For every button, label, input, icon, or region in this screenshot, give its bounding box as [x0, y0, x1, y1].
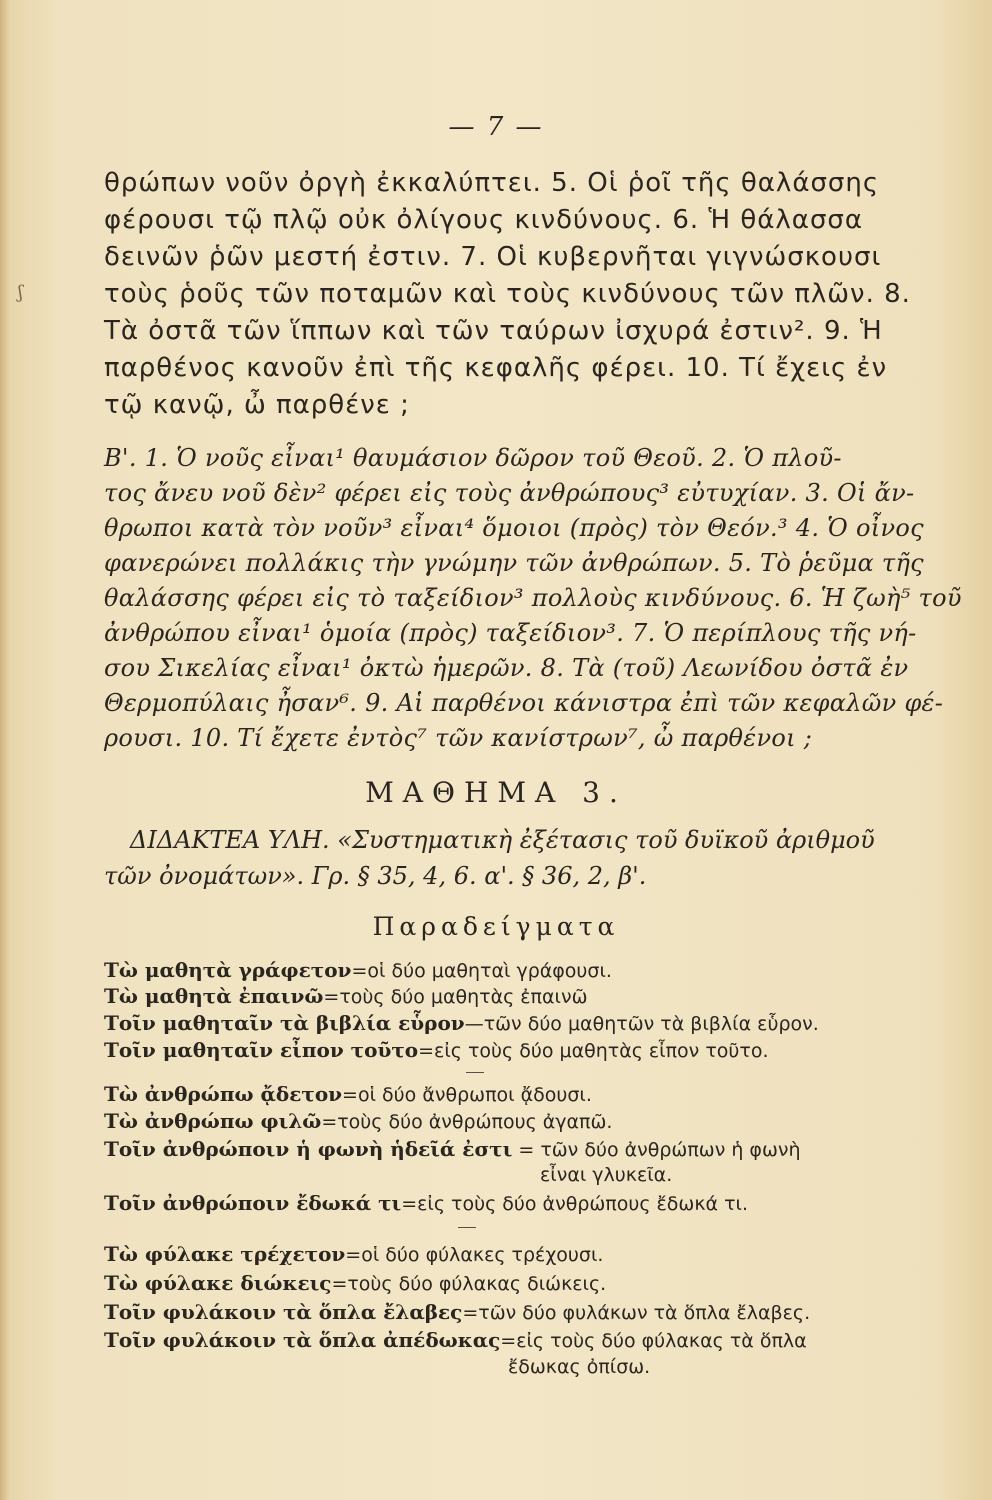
example-line [104, 1300, 810, 1324]
example-line [104, 1191, 748, 1215]
example-line [104, 1011, 819, 1035]
example-modern: =εἰς τοὺς δύο φύλακας τὰ ὅπλα [500, 1330, 807, 1352]
example-modern: =τοὺς δύο ἀνθρώπους ἀγαπῶ. [321, 1111, 613, 1133]
example-modern: =εἰς τοὺς δύο μαθητὰς εἶπον τοῦτο. [418, 1040, 769, 1062]
text-line: Τὰ ὀστᾶ τῶν ἵππων καὶ τῶν ταύρων ἰσχυρά ἐστιν². 9. Ἡ [104, 316, 883, 346]
example-greek: Τὼ φύλακε διώκεις [104, 1271, 332, 1295]
example-line [104, 1328, 807, 1352]
example-greek: Τοῖν ἀνθρώποιν ἡ φωνὴ ἡδεῖά ἐστι [104, 1137, 513, 1161]
example-greek: Τοῖν φυλάκοιν τὰ ὅπλα ἔλαβες [104, 1300, 463, 1324]
example-modern: =οἱ δύο μαθηταὶ γράφουσι. [351, 960, 612, 982]
example-line [104, 1137, 801, 1161]
example-line [104, 984, 587, 1008]
example-greek: Τοῖν μαθηταῖν τὰ βιβλία εὗρον [104, 1011, 465, 1035]
example-greek: Τοῖν ἀνθρώποιν ἔδωκά τι [104, 1191, 402, 1215]
text-line: ρουσι. 10. Τί ἔχετε ἐντὸς⁷ τῶν κανίστρων⁷, ὦ παρθένοι ; [104, 724, 813, 752]
text-line: τῷ κανῷ, ὦ παρθένε ; [104, 390, 410, 420]
separator-dash [458, 1227, 476, 1228]
example-modern: —τῶν δύο μαθητῶν τὰ βιβλία εὗρον. [464, 1013, 819, 1035]
text-line: Β'. 1. Ὁ νοῦς εἶναι¹ θαυμάσιον δῶρον τοῦ Θεοῦ. 2. Ὁ πλοῦ- [104, 444, 842, 472]
syllabus-line: ΔΙΔΑΚΤΕΑ ΥΛΗ. «Συστηματικὴ ἐξέτασις τοῦ δυϊκοῦ ἀριθμοῦ [130, 826, 875, 854]
separator-dash [466, 1072, 484, 1073]
syllabus-line: τῶν ὀνομάτων». Γρ. § 35, 4, 6. α'. § 36, 2, β'. [104, 862, 647, 890]
example-modern: = τῶν δύο ἀνθρώπων ἡ φωνὴ [512, 1139, 801, 1161]
text-line: δεινῶν ῥῶν μεστή ἐστιν. 7. Οἱ κυβερνῆται γιγνώσκουσι [104, 242, 882, 272]
example-modern: =τοὺς δύο φύλακας διώκεις. [331, 1273, 607, 1295]
text-line: θαλάσσης φέρει εἰς τὸ ταξείδιον³ πολλοὺς κινδύνους. 6. Ἡ ζωὴ⁵ τοῦ [104, 584, 962, 612]
text-line: φανερώνει πολλάκις τὴν γνώμην τῶν ἀνθρώπων. 5. Τὸ ῥεῦμα τῆς [104, 549, 924, 577]
example-modern: =τῶν δύο φυλάκων τὰ ὅπλα ἔλαβες. [462, 1302, 811, 1324]
lesson-title: ΜΑΘΗΜΑ 3. [365, 776, 627, 809]
text-line: τος ἄνευ νοῦ δὲν² φέρει εἰς τοὺς ἀνθρώπους³ εὐτυχίαν. 3. Οἱ ἄν- [104, 479, 915, 507]
example-greek: Τὼ μαθητὰ ἐπαινῶ [104, 984, 324, 1008]
text-line: θρώπων νοῦν ὀργὴ ἐκκαλύπτει. 5. Οἱ ῥοῖ τῆς θαλάσσης [104, 168, 880, 198]
example-greek: Τοῖν φυλάκοιν τὰ ὅπλα ἀπέδωκας [104, 1328, 501, 1352]
text-line: Θερμοπύλαις ἦσαν⁶. 9. Αἱ παρθένοι κάνιστρα ἐπὶ τῶν κεφαλῶν φέ- [104, 689, 944, 717]
example-modern: =τοὺς δύο μαθητὰς ἐπαινῶ [323, 986, 588, 1008]
example-modern: =οἱ δύο ἄνθρωποι ᾄδουσι. [342, 1084, 592, 1106]
text-line: παρθένος κανοῦν ἐπὶ τῆς κεφαλῆς φέρει. 10. Τί ἔχεις ἐν [104, 353, 888, 383]
example-modern: =οἱ δύο φύλακες τρέχουσι. [345, 1244, 604, 1266]
text-line: θρωποι κατὰ τὸν νοῦν³ εἶναι⁴ ὅμοιοι (πρὸς) τὸν Θεόν.³ 4. Ὁ οἶνος [104, 514, 924, 542]
example-line [104, 1271, 606, 1295]
example-line [104, 1242, 603, 1266]
example-greek: Τὼ μαθητὰ γράφετον [104, 958, 352, 982]
page-binding-edge [0, 0, 10, 1500]
text-line: ἀνθρώπου εἶναι¹ ὁμοία (πρὸς) ταξείδιον³. 7. Ὁ περίπλους τῆς νή- [104, 619, 917, 647]
margin-mark: ʃ [18, 282, 23, 303]
example-line [104, 1082, 592, 1106]
example-line [104, 1109, 612, 1133]
example-line [104, 958, 612, 982]
continuation-line: εἶναι γλυκεῖα. [540, 1164, 673, 1186]
text-line: τοὺς ῥοῦς τῶν ποταμῶν καὶ τοὺς κινδύνους τῶν πλῶν. 8. [104, 279, 911, 309]
page-number: — 7 — [448, 112, 544, 142]
example-modern: =εἰς τοὺς δύο ἀνθρώπους ἔδωκά τι. [401, 1193, 749, 1215]
example-greek: Τὼ ἀνθρώπω φιλῶ [104, 1109, 322, 1133]
example-greek: Τὼ φύλακε τρέχετον [104, 1242, 346, 1266]
examples-title: Παραδείγματα [372, 912, 620, 941]
text-line: σου Σικελίας εἶναι¹ ὀκτὼ ἡμερῶν. 8. Τὰ (τοῦ) Λεωνίδου ὀστᾶ ἐν [104, 654, 909, 682]
example-greek: Τὼ ἀνθρώπω ᾄδετον [104, 1082, 343, 1106]
example-line [104, 1038, 769, 1062]
example-greek: Τοῖν μαθηταῖν εἶπον τοῦτο [104, 1038, 419, 1062]
continuation-line: ἔδωκας ὀπίσω. [508, 1356, 651, 1378]
text-line: φέρουσι τῷ πλῷ οὐκ ὀλίγους κινδύνους. 6. Ἡ θάλασσα [104, 205, 864, 235]
